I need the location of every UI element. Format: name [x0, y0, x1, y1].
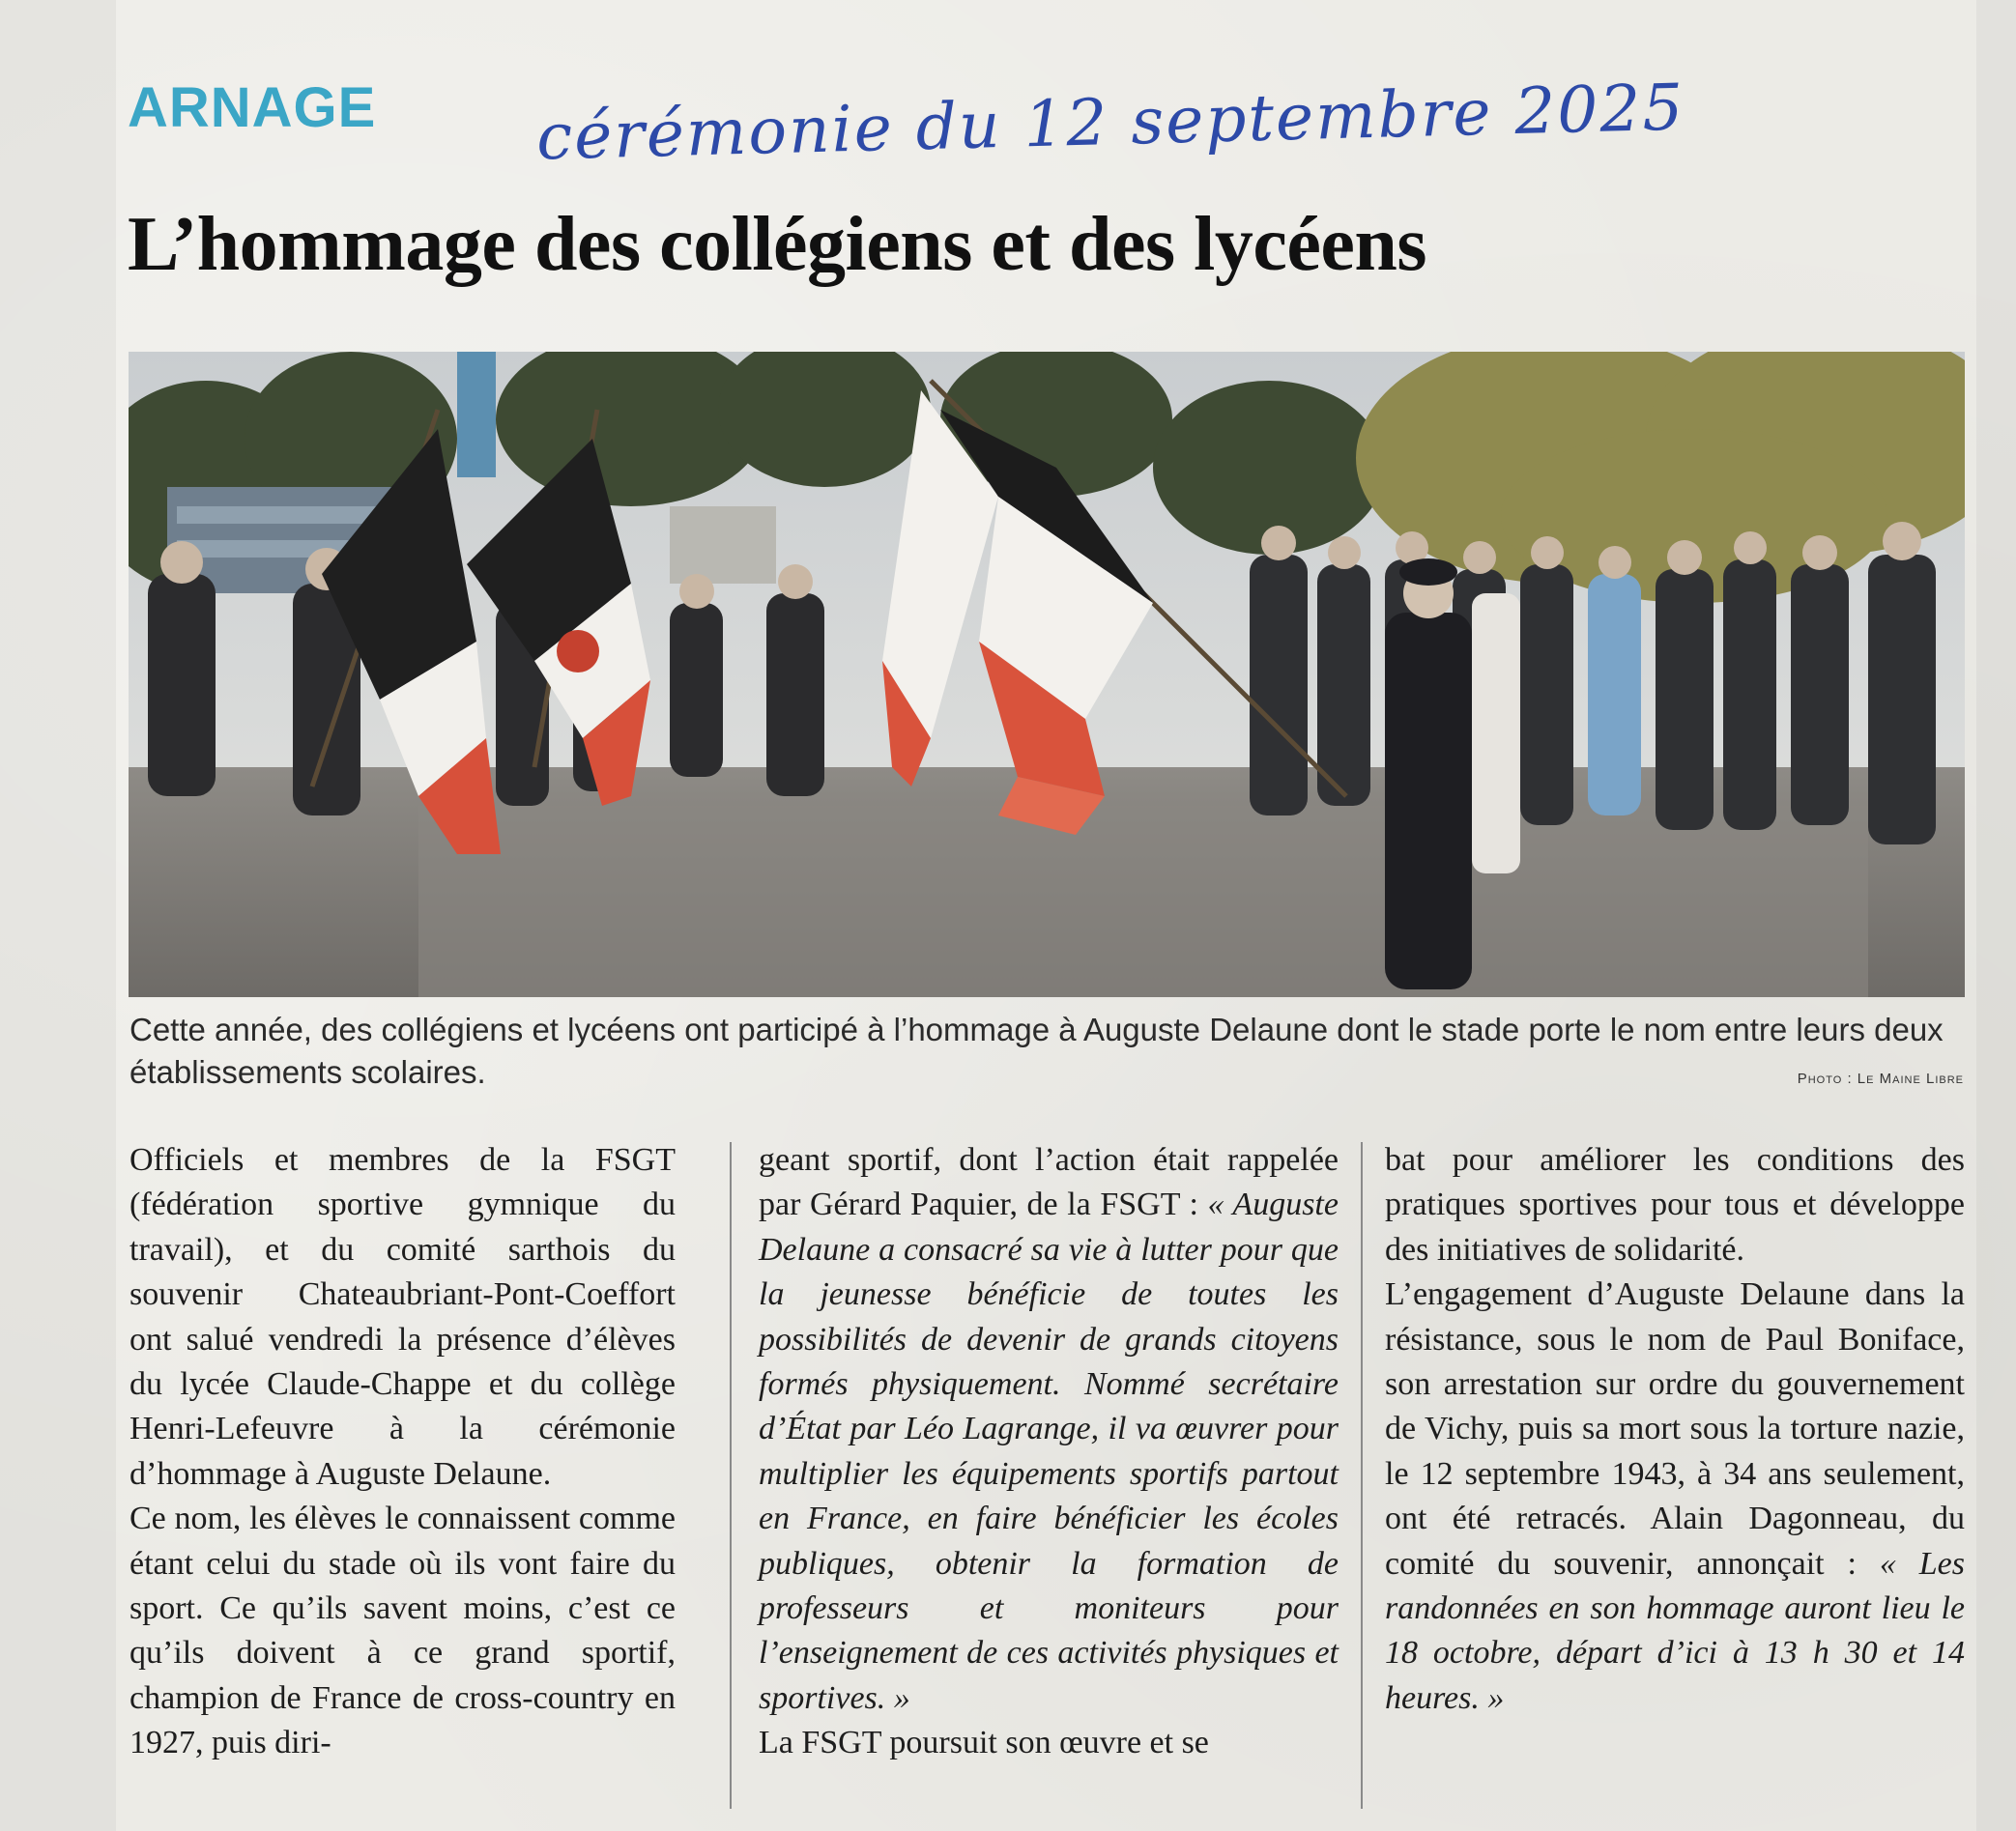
- photo-caption: Cette année, des collégiens et lycéens ont participé à l’hommage à Auguste Delaune dont le stade porte le nom entre leurs deux établissements scolaires.: [130, 1012, 1944, 1090]
- headline: L’hommage des collégiens et des lycéens: [128, 202, 1427, 287]
- article-column-3: [1385, 1138, 1965, 1721]
- right-margin-bleed: [1976, 0, 2016, 1831]
- photo-credit: Photo : Le Maine Libre: [1797, 1071, 1964, 1087]
- left-margin-bleed: [0, 0, 116, 1831]
- paragraph-lead: L’engagement d’Auguste Delaune dans la résistance, sous le nom de Paul Boniface, son arrestation sur ordre du gouvernement de Vichy, puis sa mort sous la torture nazie, le 12 septembre 1943, à 34 ans seulement, ont été retracés. Alain Dagonneau, du comité du souvenir, annonçait :: [1385, 1276, 1965, 1582]
- quote: « Les randonnées en son hommage auront lieu le 18 octobre, départ d’ici à 13 h 30 et 14 heures. »: [1385, 1545, 1965, 1716]
- paragraph-lead: geant sportif, dont l’action était rappelée par Gérard Paquier, de la FSGT :: [759, 1142, 1339, 1223]
- article-column-1: [130, 1138, 676, 1766]
- section-tag: ARNAGE: [128, 76, 377, 139]
- paragraph: Officiels et membres de la FSGT (fédération sportive gymnique du travail), et du comité sarthois du souvenir Chateaubriant-Pont-Coeffort ont salué vendredi la présence d’élèves du lycée Claude-Chappe et du collège Henri-Lefeuvre à la cérémonie d’hommage à Auguste Delaune.: [130, 1142, 676, 1492]
- paragraph: [759, 1138, 1339, 1721]
- quote: « Auguste Delaune a consacré sa vie à lutter pour que la jeunesse bénéficie de toutes les possibilités de devenir de grands citoyens formés physiquement. Nommé secrétaire d’État par Léo Lagrange, il va œuvrer pour multiplier les équipements sportifs partout en France, en faire bénéficier les écoles publiques, obtenir la formation de professeurs et moniteurs pour l’enseignement de ces activités physiques et sportives. »: [759, 1187, 1339, 1716]
- column-divider: [1361, 1142, 1363, 1809]
- paragraph: [1385, 1273, 1965, 1721]
- paragraph: Ce nom, les élèves le connaissent comme étant celui du stade où ils vont faire du sport. Ce qu’ils savent moins, c’est ce qu’ils doivent à ce grand sportif, champion de France de cross-country en 1927, puis diri-: [130, 1501, 676, 1761]
- article-column-2: [759, 1138, 1339, 1766]
- ceremony-photo-illustration: [129, 352, 1965, 997]
- handwritten-note: cérémonie du 12 septembre 2025: [535, 70, 1686, 175]
- column-divider: [730, 1142, 732, 1809]
- article-photo: [129, 352, 1965, 997]
- paragraph: La FSGT poursuit son œuvre et se: [759, 1725, 1209, 1761]
- paragraph: bat pour améliorer les conditions des pratiques sportives pour tous et développe des initiatives de solidarité.: [1385, 1142, 1965, 1268]
